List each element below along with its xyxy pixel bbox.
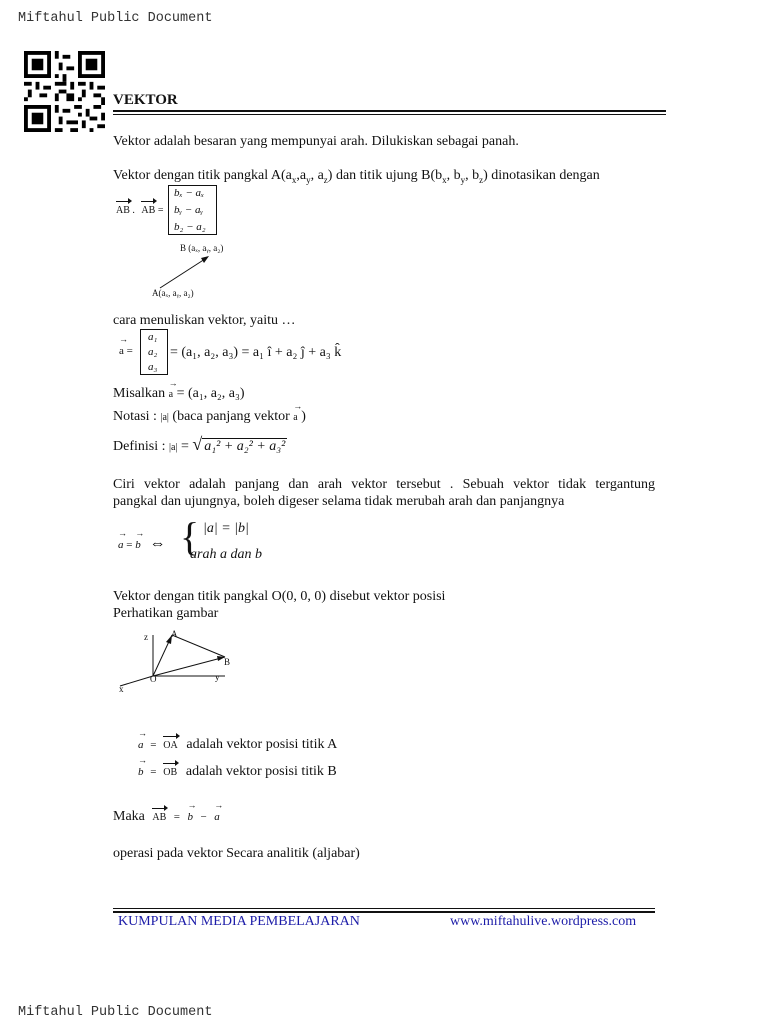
watermark-top: Miftahul Public Document: [18, 11, 213, 26]
position-a-line: → a = OA adalah vektor posisi titik A: [138, 737, 337, 753]
fig2-x: x: [119, 684, 124, 694]
fig1-b-label: B (aₓ, aᵧ, a₂): [180, 243, 224, 253]
equiv-lhs: → a = → b ⇔: [118, 535, 165, 553]
notasi-line: Notasi : |a| (baca panjang vektor → a ): [113, 408, 306, 426]
watermark-bottom: Miftahul Public Document: [18, 1005, 213, 1020]
vec-a-row: a₂: [148, 346, 158, 358]
ab-matrix-row: b₂ − a₂: [174, 221, 206, 233]
paragraph-analytic-operations: operasi pada vektor Secara analitik (aljabar): [113, 846, 360, 861]
paragraph-see-figure: Perhatikan gambar: [113, 606, 219, 621]
footer-website-link[interactable]: www.miftahulive.wordpress.com: [450, 914, 637, 929]
brace-icon: {: [180, 514, 200, 559]
equiv-line1: |a| = |b|: [203, 521, 249, 536]
paragraph-ab-notation: Vektor dengan titik pangkal $A(a_x,a_y$, $a_z$) dan titik ujung $B(b_x$, $b_y$, $b_z$) dinotasikan dengan: [113, 168, 600, 185]
title-rule: [113, 110, 666, 112]
fig2-o: O: [150, 674, 157, 684]
fig2-y: y: [215, 672, 220, 682]
page-title: VEKTOR: [113, 92, 178, 108]
ab-matrix-row: bᵧ − aᵧ: [174, 204, 203, 216]
paragraph-position-vector: Vektor dengan titik pangkal O(0, 0, 0) disebut vektor posisi: [113, 589, 446, 604]
ab-matrix-row: bₓ − aₓ: [174, 187, 205, 199]
paragraph-vector-properties: Ciri vektor adalah panjang dan arah vektor tersebut . Sebuah vektor tidak tergantung pangkal dan ujungnya, boleh digeser selama tidak merubah arah dan panjangnya: [113, 477, 655, 509]
misalkan-line: Misalkan → a = (a₁, a₂, a₃): [113, 385, 245, 403]
paragraph-definition: Vektor adalah besaran yang mempunyai arah. Dilukiskan sebagai panah.: [113, 134, 519, 149]
vec-a-row: a₃: [148, 361, 158, 373]
position-b-line: → b = OB adalah vektor posisi titik B: [138, 764, 337, 780]
qr-code-icon: [23, 51, 106, 132]
paragraph-writing-vectors: cara menuliskan vektor, yaitu …: [113, 313, 296, 328]
fig2-b: B: [224, 657, 231, 667]
fig1-a-label: A(aₓ, aᵧ, a₂): [152, 288, 194, 298]
footer-collection-title: KUMPULAN MEDIA PEMBELAJARAN: [118, 914, 360, 929]
vector-arrow-diagram: [155, 252, 215, 292]
footer-rule: [113, 911, 655, 913]
vec-a-lhs: → a =: [119, 345, 133, 357]
definisi-line: Definisi : |a| = √ a₁² + a₂² + a₃²: [113, 434, 286, 454]
footer-rule-thin: [113, 908, 655, 909]
fig2-a: A: [171, 629, 178, 639]
vec-a-row: a₁: [148, 331, 158, 343]
title-rule-thin: [113, 114, 666, 115]
maka-line: Maka AB = → b − → a: [113, 809, 220, 825]
sqrt-symbol: √: [192, 434, 203, 454]
vec-a-rhs: = (a₁, a₂, a₃) = a₁ î + a₂ ĵ + a₃ k̂: [170, 345, 342, 360]
ab-notation: AB . AB =: [116, 205, 164, 216]
equiv-line2: arah a dan b: [190, 547, 262, 562]
fig2-z: z: [144, 632, 148, 642]
